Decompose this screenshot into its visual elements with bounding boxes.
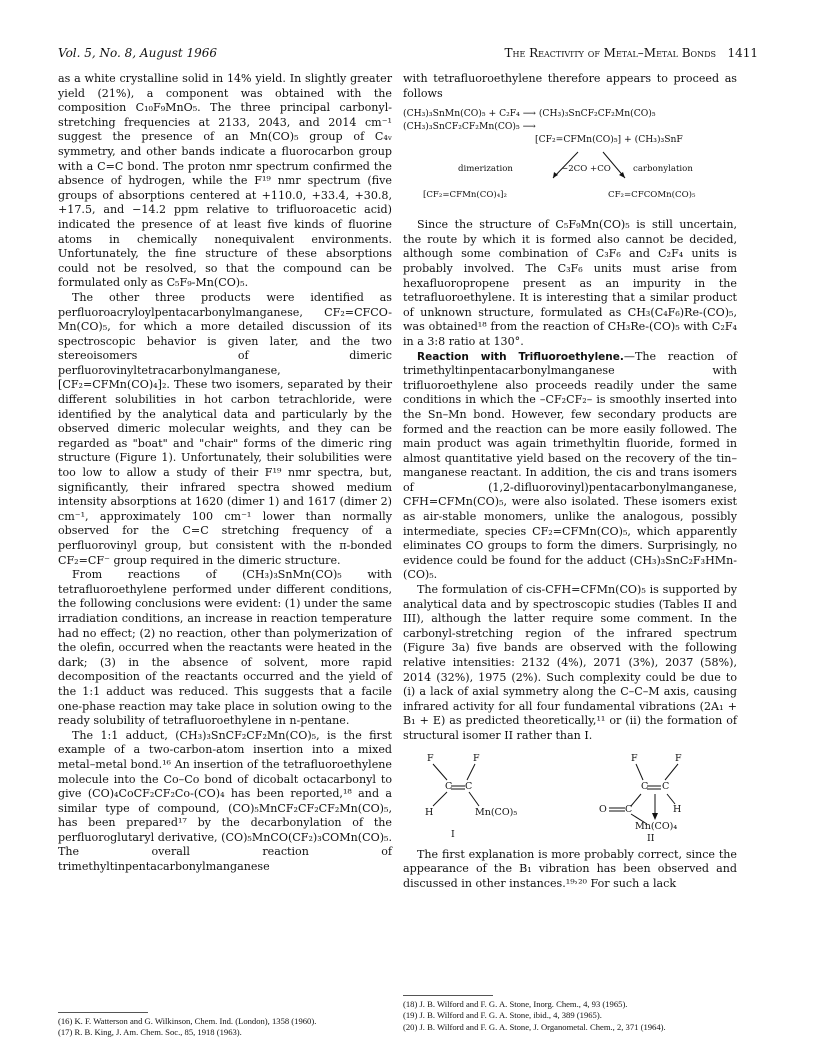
paragraph: The formulation of cis-CFH=CFMn(CO)₅ is supported by analytical data and by spectroscopic studies (Tables II and III), although the latter require some comment. In the carbonyl-stretching region of the infrared spectrum (Figure 3a) five bands are observed with the following relative intensities: 2132 (4%), 2071 (3%), 2037 (58%), 2014 (32%), 1975 (2%). Such complexity could be due to (i) a lack of axial symmetry along the C–C–M axis, causing infrared activity for all four fundamental vibrations (2A₁ + B₁ + E) as predicted theoretically,¹¹ or (ii) the formation of structural isomer II rather than I.: [403, 583, 737, 742]
footnotes-left: [58, 1016, 392, 1039]
running-title: [504, 46, 758, 60]
section-runin-heading: Reaction with Trifluoroethylene.: [417, 350, 624, 363]
paragraph-text: —The reaction of trimethyltinpentacarbonylmanganese with trifluoroethylene also proceeds readily under the same conditions in which the –CF₂CF₂– is smoothly inserted into the Sn–Mn bond. However, few secondary products are formed and the reaction can be more easily followed. The main product was again trimethyltin fluoride, formed in almost quantitative yield based on the recovery of the tin–manganese reactant. In addition, the cis and trans isomers of (1,2-difluorovinyl)pentacarbonylmanganese, CFH=CFMn(CO)₅, were also isolated. These isomers exist as air-stable monomers, unlike the analogous, possibly intermediate, species CF₂=CFMn(CO)₅, which apparently eliminates CO groups to form the dimers. Surprisingly, no evidence could be found for the adduct (CH₃)₃SnC₂F₃HMn-(CO)₅.: [403, 349, 737, 582]
struct-ii-c2: C: [662, 780, 670, 792]
struct-ii-o: O: [599, 803, 607, 815]
struct-ii-f2: F: [675, 752, 682, 764]
right-column: [403, 72, 737, 891]
paragraph: The other three products were identified as perfluoroacryloylpentacarbonylmanganese, CF₂=CFCO-Mn(CO)₅, for which a more detailed discussion of its spectroscopic behavior is given later, and the two stereoisomers of dimeric perfluorovinyltetracarbonylmanganese, [CF₂=CFMn(CO)₄]₂. These two isomers, separated by their different solubilities in hot carbon tetrachloride, were identified by the analytical data and particularly by the observed dimeric molecular weights, and they can be regarded as "boat" and "chair" forms of the dimeric ring structure (Figure 1). Unfortunately, their solubilities were too low to allow a study of their F¹⁹ nmr spectra, but, significantly, their infrared spectra showed medium intensity absorptions at 1620 (dimer 1) and 1617 (dimer 2) cm⁻¹, approximately 100 cm⁻¹ lower than normally observed for the C=C stretching frequency of a perfluorovinyl group, but consistent with the π-bonded CF₂=CF⁻ group required in the dimeric structure.: [58, 290, 392, 567]
footnote: (18) J. B. Wilford and F. G. A. Stone, Inorg. Chem., 4, 93 (1965).: [403, 999, 628, 1009]
paragraph: From reactions of (CH₃)₃SnMn(CO)₅ with tetrafluoroethylene performed under different conditions, the following conclusions were evident: (1) under the same irradiation conditions, an increase in reaction temperature had no effect; (2) no reaction, other than polymerization of the olefin, occurred when the reactants were heated in the dark; (3) in the absence of solvent, more rapid decomposition of the reactants occurred and the yield of the 1:1 adduct was reduced. This suggests that a facile one-phase reaction may take place in solution owing to the ready solubility of tetrafluoroethylene in n-pentane.: [58, 568, 392, 728]
running-title-text: The Reactivity of Metal–Metal Bonds: [504, 46, 716, 60]
reaction-scheme: [403, 150, 737, 212]
paragraph: Since the structure of C₅F₉Mn(CO)₅ is still uncertain, the route by which it is formed also cannot be decided, although some combination of C₃F₆ and C₂F₄ units is probably involved. The C₃F₆ units must arise from hexafluoropropene present as an impurity in the tetrafluoroethylene. It is interesting that a similar product of unknown structure, formulated as CH₃(C₄F₆)Re-(CO)₅, was obtained¹⁸ from the reaction of CH₃Re-(CO)₅ with C₂F₄ in a 3:8 ratio at 130°.: [403, 218, 737, 348]
left-column: [58, 72, 392, 875]
page-number: 1411: [727, 46, 758, 60]
struct-ii-h: H: [673, 803, 682, 815]
footnote: (17) R. B. King, J. Am. Chem. Soc., 85, 1918 (1963).: [58, 1027, 242, 1038]
struct-i-c1: C: [445, 780, 453, 792]
paragraph: with tetrafluoroethylene therefore appears to proceed as follows: [403, 72, 737, 100]
reaction-equation: [403, 107, 737, 146]
footnote-rule-right: [403, 995, 493, 996]
footnotes-right: [403, 999, 737, 1033]
footnote: (16) K. F. Watterson and G. Wilkinson, Chem. Ind. (London), 1358 (1960).: [58, 1016, 317, 1026]
footnote-rule-left: [58, 1012, 148, 1013]
struct-ii-label: II: [647, 832, 655, 844]
struct-ii-c1: C: [641, 780, 649, 792]
struct-i-c2: C: [465, 780, 473, 792]
paragraph: as a white crystalline solid in 14% yield. In slightly greater yield (21%), a component was obtained with the composition C₁₀F₉MnO₅. The three principal carbonyl-stretching frequencies at 2133, 2043, and 2014 cm⁻¹ suggest the presence of an Mn(CO)₅ group of C₄ᵥ symmetry, and other bands indicate a fluorocarbon group with a C=C bond. The proton nmr spectrum confirmed the absence of hydrogen, while the F¹⁹ nmr spectrum (five groups of absorptions centered at +110.0, +33.4, +30.8, +17.5, and −14.2 ppm relative to trifluoroacetic acid) indicated the presence of at least five kinds of fluorine atoms in chemically nonequivalent environments. Unfortunately, the fine structure of these absorptions could not be resolved, so that the compound can be formulated only as C₅F₉-Mn(CO)₅.: [58, 72, 392, 290]
struct-ii-c3: C: [625, 803, 633, 815]
struct-i-h: H: [425, 806, 434, 818]
scheme-product-acyl: CF₂=CFCOMn(CO)₅: [608, 190, 696, 201]
equation-line: [CF₂=CFMn(CO)₅] + (CH₃)₃SnF: [535, 134, 683, 146]
journal-volume: Vol. 5, No. 8, August 1966: [58, 46, 218, 60]
equation-line: (CH₃)₃SnMn(CO)₅ + C₂F₄ ⟶ (CH₃)₃SnCF₂CF₂Mn(CO)₅: [403, 108, 656, 120]
struct-i-f2: F: [473, 752, 480, 764]
paragraph: [403, 350, 737, 584]
scheme-label-carbonylation: carbonylation: [633, 164, 693, 175]
struct-i-label: I: [451, 828, 455, 840]
scheme-label-dimerization: dimerization: [458, 164, 513, 175]
struct-i-mn: Mn(CO)₅: [475, 806, 518, 818]
paragraph: The first explanation is more probably correct, since the appearance of the B₁ vibration has been observed and discussed in other instances.¹⁹˒²⁰ For such a lack: [403, 847, 737, 890]
scheme-label-co: −2CO +CO: [561, 164, 611, 175]
struct-i-f1: F: [427, 752, 434, 764]
structure-figures: [403, 750, 737, 842]
equation-line: (CH₃)₃SnCF₂CF₂Mn(CO)₅ ⟶: [403, 121, 536, 133]
footnote: (19) J. B. Wilford and F. G. A. Stone, ibid., 4, 389 (1965).: [403, 1010, 602, 1021]
paragraph: The 1:1 adduct, (CH₃)₃SnCF₂CF₂Mn(CO)₅, is the first example of a two-carbon-atom insertion into a mixed metal–metal bond.¹⁶ An insertion of the tetrafluoroethylene molecule into the Co–Co bond of dicobalt octacarbonyl to give (CO)₄CoCF₂CF₂Co-(CO)₄ has been reported,¹⁸ and a similar type of compound, (CO)₅MnCF₂CF₂CF₂Mn(CO)₅, has been prepared¹⁷ by the decarbonylation of the perfluoroglutaryl derivative, (CO)₅MnCO(CF₂)₃COMn(CO)₅. The overall reaction of trimethyltinpentacarbonylmanganese: [58, 728, 392, 874]
scheme-arrows: [403, 150, 737, 212]
footnote: (20) J. B. Wilford and F. G. A. Stone, J. Organometal. Chem., 2, 371 (1964).: [403, 1021, 666, 1032]
struct-ii-f1: F: [631, 752, 638, 764]
running-header: [58, 46, 758, 64]
struct-ii-mn: Mn(CO)₄: [635, 820, 678, 832]
scheme-product-dimer: [CF₂=CFMn(CO)₄]₂: [423, 190, 507, 201]
